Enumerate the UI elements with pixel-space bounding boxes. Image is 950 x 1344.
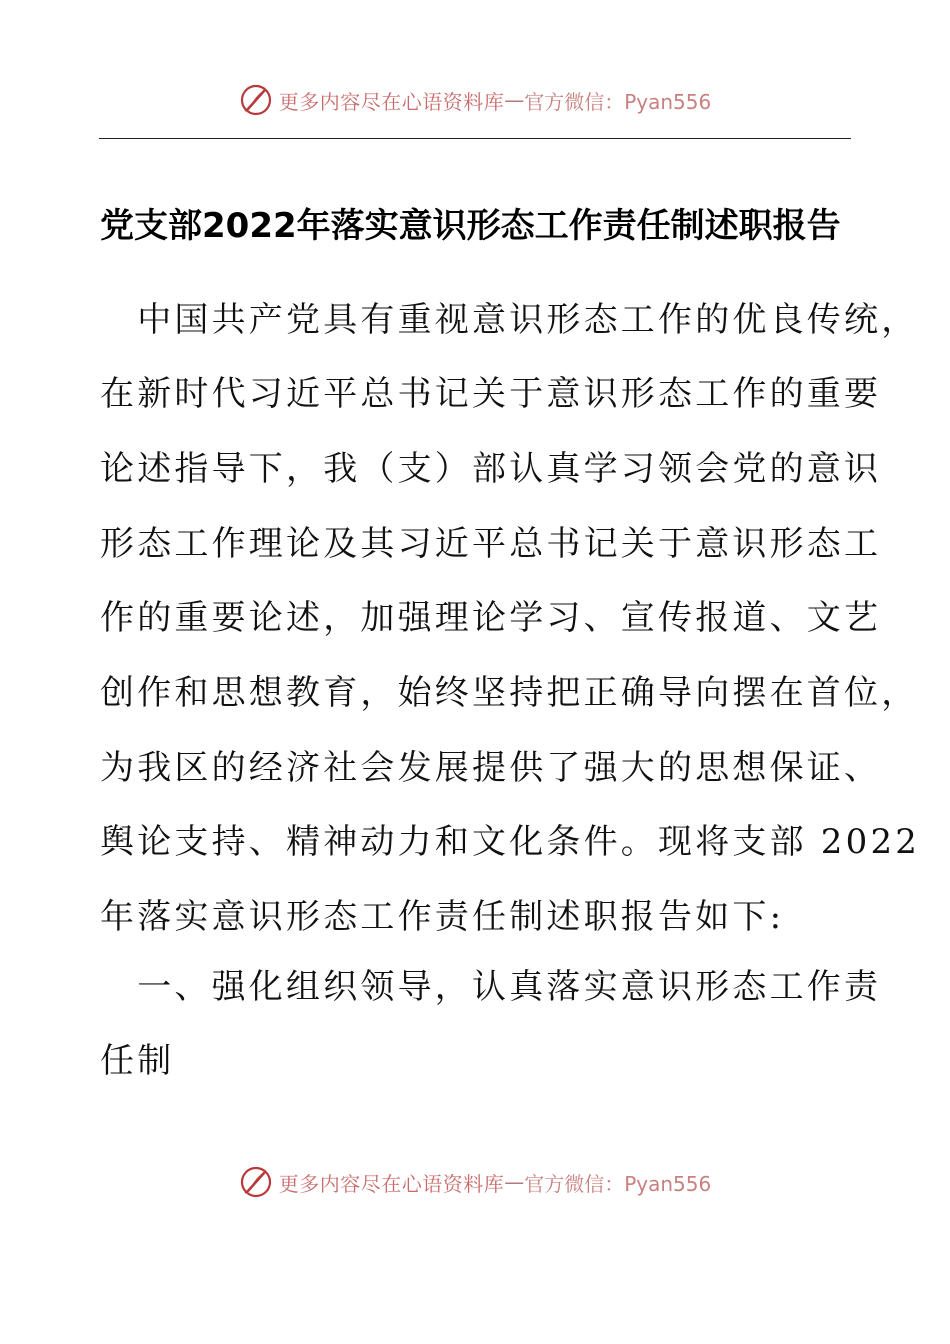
body-line: 形态工作理论及其习近平总书记关于意识形态工 [100, 524, 882, 564]
body-line: 为我区的经济社会发展提供了强大的思想保证、 [100, 748, 882, 788]
document-title: 党支部2022年落实意识形态工作责任制述职报告 [100, 206, 841, 246]
body-line: 作的重要论述，加强理论学习、宣传报道、文艺 [100, 598, 882, 638]
header-rule [99, 138, 851, 139]
header-banner-text: 更多内容尽在心语资料库 [278, 89, 505, 114]
footer-banner-separator: — [504, 1170, 525, 1194]
section-heading-cont: 任制 [100, 1041, 175, 1081]
body-line: 论述指导下，我（支）部认真学习领会党的意识 [100, 449, 882, 489]
header-banner-wechat: 官方微信：Pyan556 [524, 89, 712, 114]
quill-circle-icon [239, 83, 273, 117]
body-line: 中国共产党具有重视意识形态工作的优良传统， [100, 300, 919, 340]
body-line: 年落实意识形态工作责任制述职报告如下: [100, 897, 785, 937]
body-line: 在新时代习近平总书记关于意识形态工作的重要 [100, 374, 882, 414]
header-banner [0, 78, 950, 122]
quill-circle-icon [239, 1165, 273, 1199]
section-heading: 一、强化组织领导，认真落实意识形态工作责 [100, 967, 882, 1007]
header-banner-separator: — [504, 88, 525, 112]
footer-banner [0, 1160, 950, 1204]
body-line: 舆论支持、精神动力和文化条件。现将支部 2022 [100, 822, 921, 862]
footer-banner-text: 更多内容尽在心语资料库 [278, 1171, 505, 1196]
body-line: 创作和思想教育，始终坚持把正确导向摆在首位， [100, 673, 919, 713]
footer-banner-wechat: 官方微信：Pyan556 [524, 1171, 712, 1196]
